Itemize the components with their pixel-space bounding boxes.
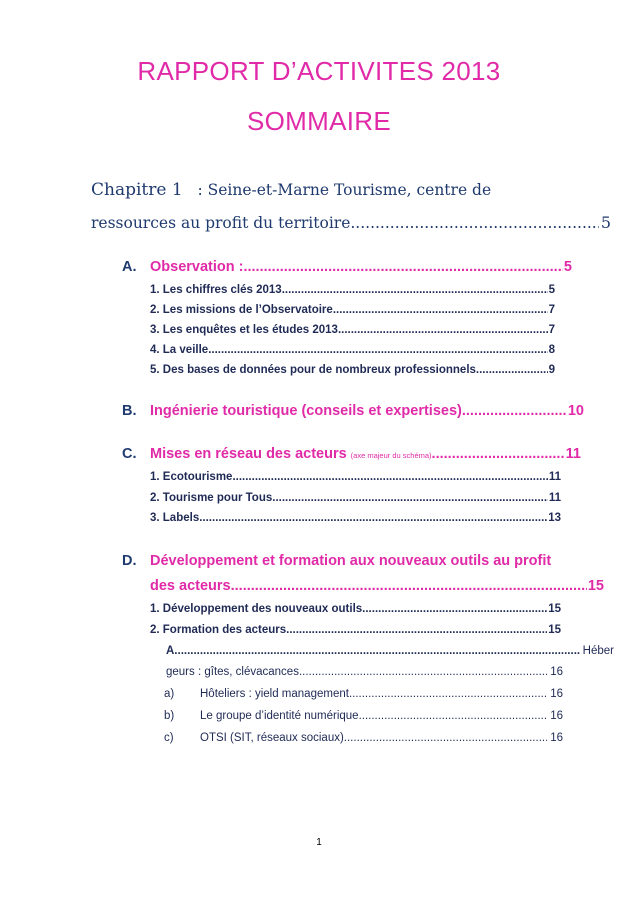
subitem-label: geurs : gîtes, clévacances <box>166 666 299 678</box>
subitem-label: OTSI (SIT, réseaux sociaux) <box>200 732 344 744</box>
section-label-line2: des acteurs <box>150 578 231 594</box>
subitem-marker: A. <box>166 645 178 657</box>
section-label: Observation : <box>150 259 244 275</box>
item-label: 5. Des bases de données pour de nombreux professionnels <box>150 364 476 376</box>
leader-dots <box>299 666 547 678</box>
toc-section-d-line1[interactable] <box>122 553 592 569</box>
item-label: 1. Ecotourisme <box>150 471 233 483</box>
item-page: 11 <box>548 492 561 504</box>
subitem-label: Le groupe d’identité numérique <box>200 710 359 722</box>
chapter-page: 5 <box>600 213 611 232</box>
subitem-marker: a) <box>164 688 175 700</box>
section-label: Mises en réseau des acteurs <box>150 446 347 462</box>
item-page: 5 <box>548 284 555 296</box>
item-label: 1. Développement des nouveaux outils <box>150 603 363 615</box>
section-page: 10 <box>567 403 584 419</box>
leader-dots <box>344 732 547 744</box>
item-page: 15 <box>548 624 561 636</box>
leader-dots <box>362 603 547 615</box>
leader-dots <box>199 512 547 524</box>
leader-dots <box>476 364 548 376</box>
subitem-tail: Héber <box>582 645 614 657</box>
toc-title: SOMMAIRE <box>247 106 391 136</box>
toc-item[interactable] <box>150 512 561 524</box>
section-letter: D. <box>122 553 137 569</box>
chapter-title-part1: : Seine-et-Marne Tourisme, centre de <box>197 181 492 199</box>
leader-dots <box>178 645 580 657</box>
toc-subitem[interactable] <box>166 645 614 657</box>
leader-dots <box>243 259 562 275</box>
toc-item[interactable] <box>150 364 555 376</box>
toc-item[interactable] <box>150 492 561 504</box>
toc-item[interactable] <box>150 284 555 296</box>
toc-section-d-line2[interactable] <box>150 578 604 594</box>
leader-dots <box>208 344 547 356</box>
toc-item[interactable] <box>150 603 561 615</box>
section-page: 15 <box>587 578 604 594</box>
toc-subitem[interactable] <box>164 688 563 700</box>
leader-dots <box>272 492 548 504</box>
toc-subitem[interactable] <box>164 732 563 744</box>
subitem-label: Hôteliers : yield management <box>200 688 349 700</box>
toc-item[interactable] <box>150 624 561 636</box>
section-page: 11 <box>565 446 581 462</box>
leader-dots <box>282 284 548 296</box>
item-label: 4. La veille <box>150 344 209 356</box>
subitem-marker: c) <box>164 732 174 744</box>
leader-dots <box>359 710 548 722</box>
toc-section-c[interactable] <box>122 446 581 462</box>
leader-dots <box>349 688 547 700</box>
leader-dots <box>338 324 548 336</box>
chapter-label: Chapitre 1 <box>91 180 183 200</box>
leader-dots <box>350 214 598 232</box>
leader-dots <box>231 578 587 594</box>
item-page: 13 <box>548 512 561 524</box>
report-title: RAPPORT D’ACTIVITES 2013 <box>137 56 501 86</box>
section-label: Ingénierie touristique (conseils et expertises) <box>150 403 462 419</box>
toc-item[interactable] <box>150 344 555 356</box>
section-note: (axe majeur du schéma) <box>350 451 432 460</box>
toc-item[interactable] <box>150 304 555 316</box>
leader-dots <box>232 471 547 483</box>
chapter-heading-line2[interactable] <box>91 213 611 232</box>
item-page: 7 <box>548 324 555 336</box>
item-label: 3. Labels <box>150 512 200 524</box>
section-letter: C. <box>122 446 137 462</box>
leader-dots <box>462 403 567 419</box>
chapter-heading-line1 <box>91 180 611 200</box>
toc-item[interactable] <box>150 471 561 483</box>
leader-dots <box>333 304 548 316</box>
item-label: 2. Tourisme pour Tous <box>150 492 273 504</box>
toc-section-a[interactable] <box>122 259 572 275</box>
section-letter: A. <box>122 259 137 275</box>
subitem-page: 16 <box>550 710 563 722</box>
subitem-page: 16 <box>550 732 563 744</box>
item-label: 2. Les missions de l’Observatoire <box>150 304 333 316</box>
subitem-page: 16 <box>550 688 563 700</box>
item-page: 7 <box>548 304 555 316</box>
section-letter: B. <box>122 403 137 419</box>
item-page: 9 <box>548 364 555 376</box>
item-page: 8 <box>548 344 555 356</box>
item-page: 11 <box>548 471 561 483</box>
toc-subitem-continuation[interactable] <box>166 666 563 678</box>
section-label-line1: Développement et formation aux nouveaux outils au profit <box>150 553 552 569</box>
item-label: 3. Les enquêtes et les études 2013 <box>150 324 338 336</box>
item-label: 2. Formation des acteurs <box>150 624 287 636</box>
section-page: 5 <box>563 259 572 275</box>
subitem-marker: b) <box>164 710 175 722</box>
leader-dots <box>286 624 547 636</box>
toc-section-b[interactable] <box>122 403 584 419</box>
page-number: 1 <box>316 837 322 848</box>
leader-dots <box>432 446 565 462</box>
chapter-title-part2: ressources au profit du territoire <box>91 214 351 232</box>
item-label: 1. Les chiffres clés 2013 <box>150 284 282 296</box>
toc-item[interactable] <box>150 324 555 336</box>
toc-subitem[interactable] <box>164 710 563 722</box>
item-page: 15 <box>548 603 561 615</box>
subitem-page: 16 <box>550 666 563 678</box>
